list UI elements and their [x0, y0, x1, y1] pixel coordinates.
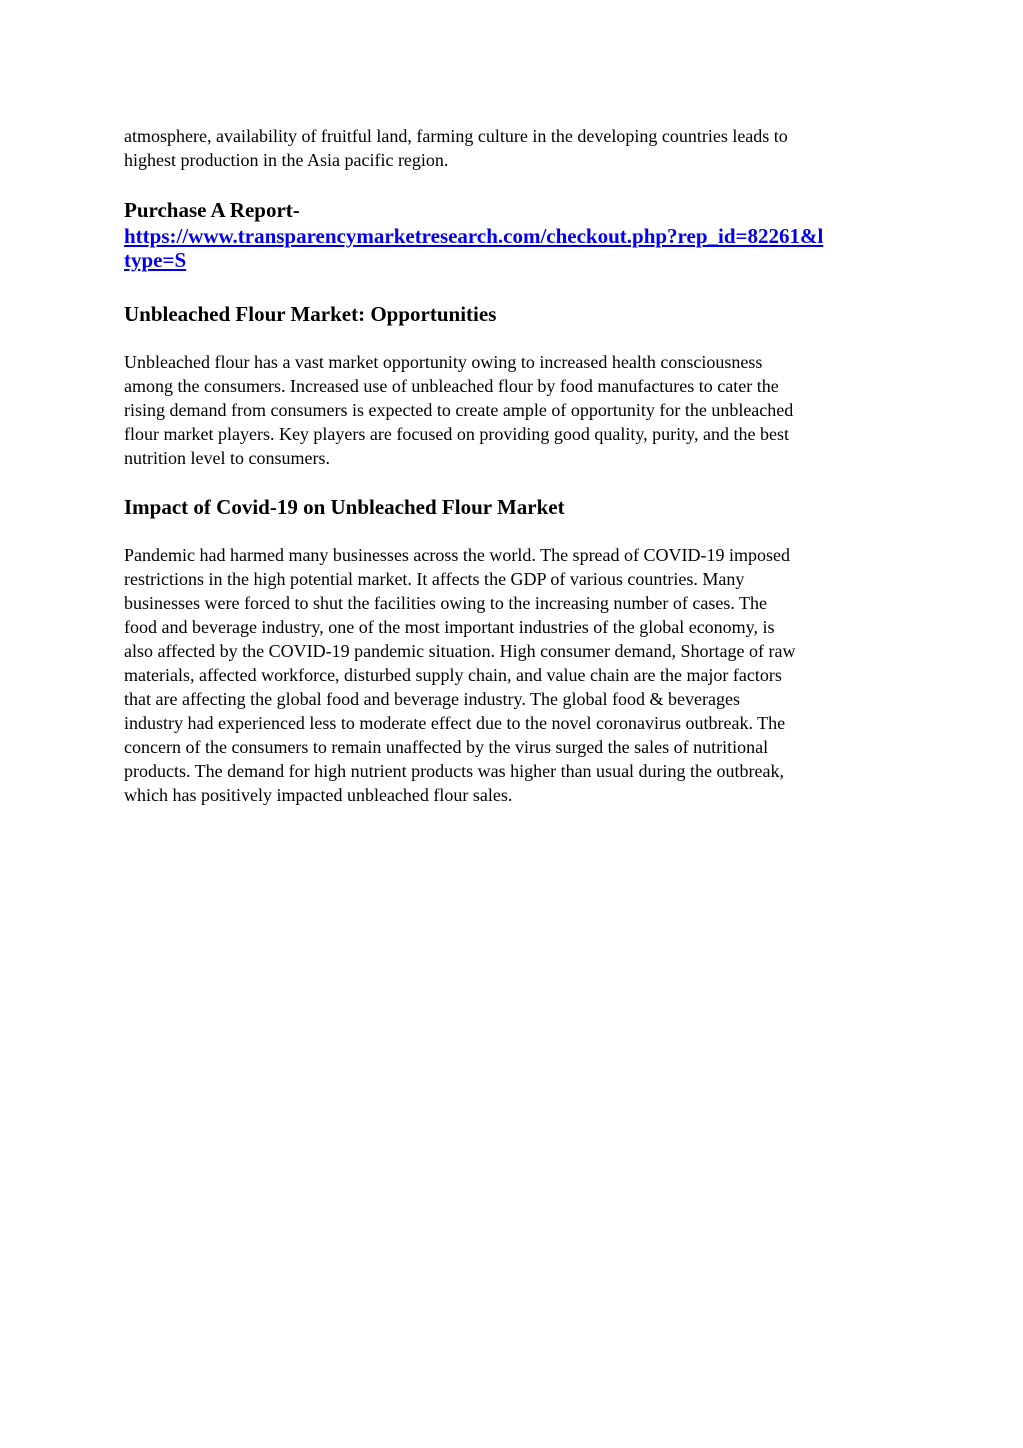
paragraph-line: nutrition level to consumers. [124, 448, 330, 468]
paragraph-line: rising demand from consumers is expected to create ample of opportunity for the unbleached [124, 400, 794, 420]
paragraph-line: that are affecting the global food and beverage industry. The global food & beverages [124, 689, 740, 709]
opportunities-paragraph [124, 350, 793, 470]
paragraph-line: materials, affected workforce, disturbed supply chain, and value chain are the major factors [124, 665, 782, 685]
paragraph-line: Unbleached flour has a vast market opportunity owing to increased health consciousness [124, 352, 763, 372]
purchase-link[interactable]: type=S [124, 248, 187, 272]
covid-paragraph [124, 543, 795, 807]
paragraph-line: among the consumers. Increased use of unbleached flour by food manufactures to cater the [124, 376, 779, 396]
paragraph-line: restrictions in the high potential market. It affects the GDP of various countries. Many [124, 569, 745, 589]
paragraph-line: Pandemic had harmed many businesses across the world. The spread of COVID-19 imposed [124, 545, 791, 565]
paragraph-line: atmosphere, availability of fruitful land, farming culture in the developing countries leads to [124, 126, 788, 146]
purchase-link[interactable]: https://www.transparencymarketresearch.com/checkout.php?rep_id=82261&l [124, 224, 824, 248]
intro-paragraph [124, 124, 788, 172]
paragraph-line: food and beverage industry, one of the most important industries of the global economy, is [124, 617, 775, 637]
covid-heading: Impact of Covid-19 on Unbleached Flour Market [124, 495, 565, 519]
paragraph-line: flour market players. Key players are focused on providing good quality, purity, and the best [124, 424, 789, 444]
paragraph-line: industry had experienced less to moderate effect due to the novel coronavirus outbreak. The [124, 713, 786, 733]
paragraph-line: also affected by the COVID-19 pandemic situation. High consumer demand, Shortage of raw [124, 641, 796, 661]
paragraph-line: concern of the consumers to remain unaffected by the virus surged the sales of nutritional [124, 737, 769, 757]
paragraph-line: highest production in the Asia pacific region. [124, 150, 449, 170]
purchase-heading: Purchase A Report- [124, 198, 300, 222]
purchase-link-block[interactable] [124, 224, 823, 272]
paragraph-line: businesses were forced to shut the facilities owing to the increasing number of cases. The [124, 593, 767, 613]
paragraph-line: products. The demand for high nutrient products was higher than usual during the outbreak, [124, 761, 785, 781]
paragraph-line: which has positively impacted unbleached flour sales. [124, 785, 513, 805]
opportunities-heading: Unbleached Flour Market: Opportunities [124, 302, 497, 326]
